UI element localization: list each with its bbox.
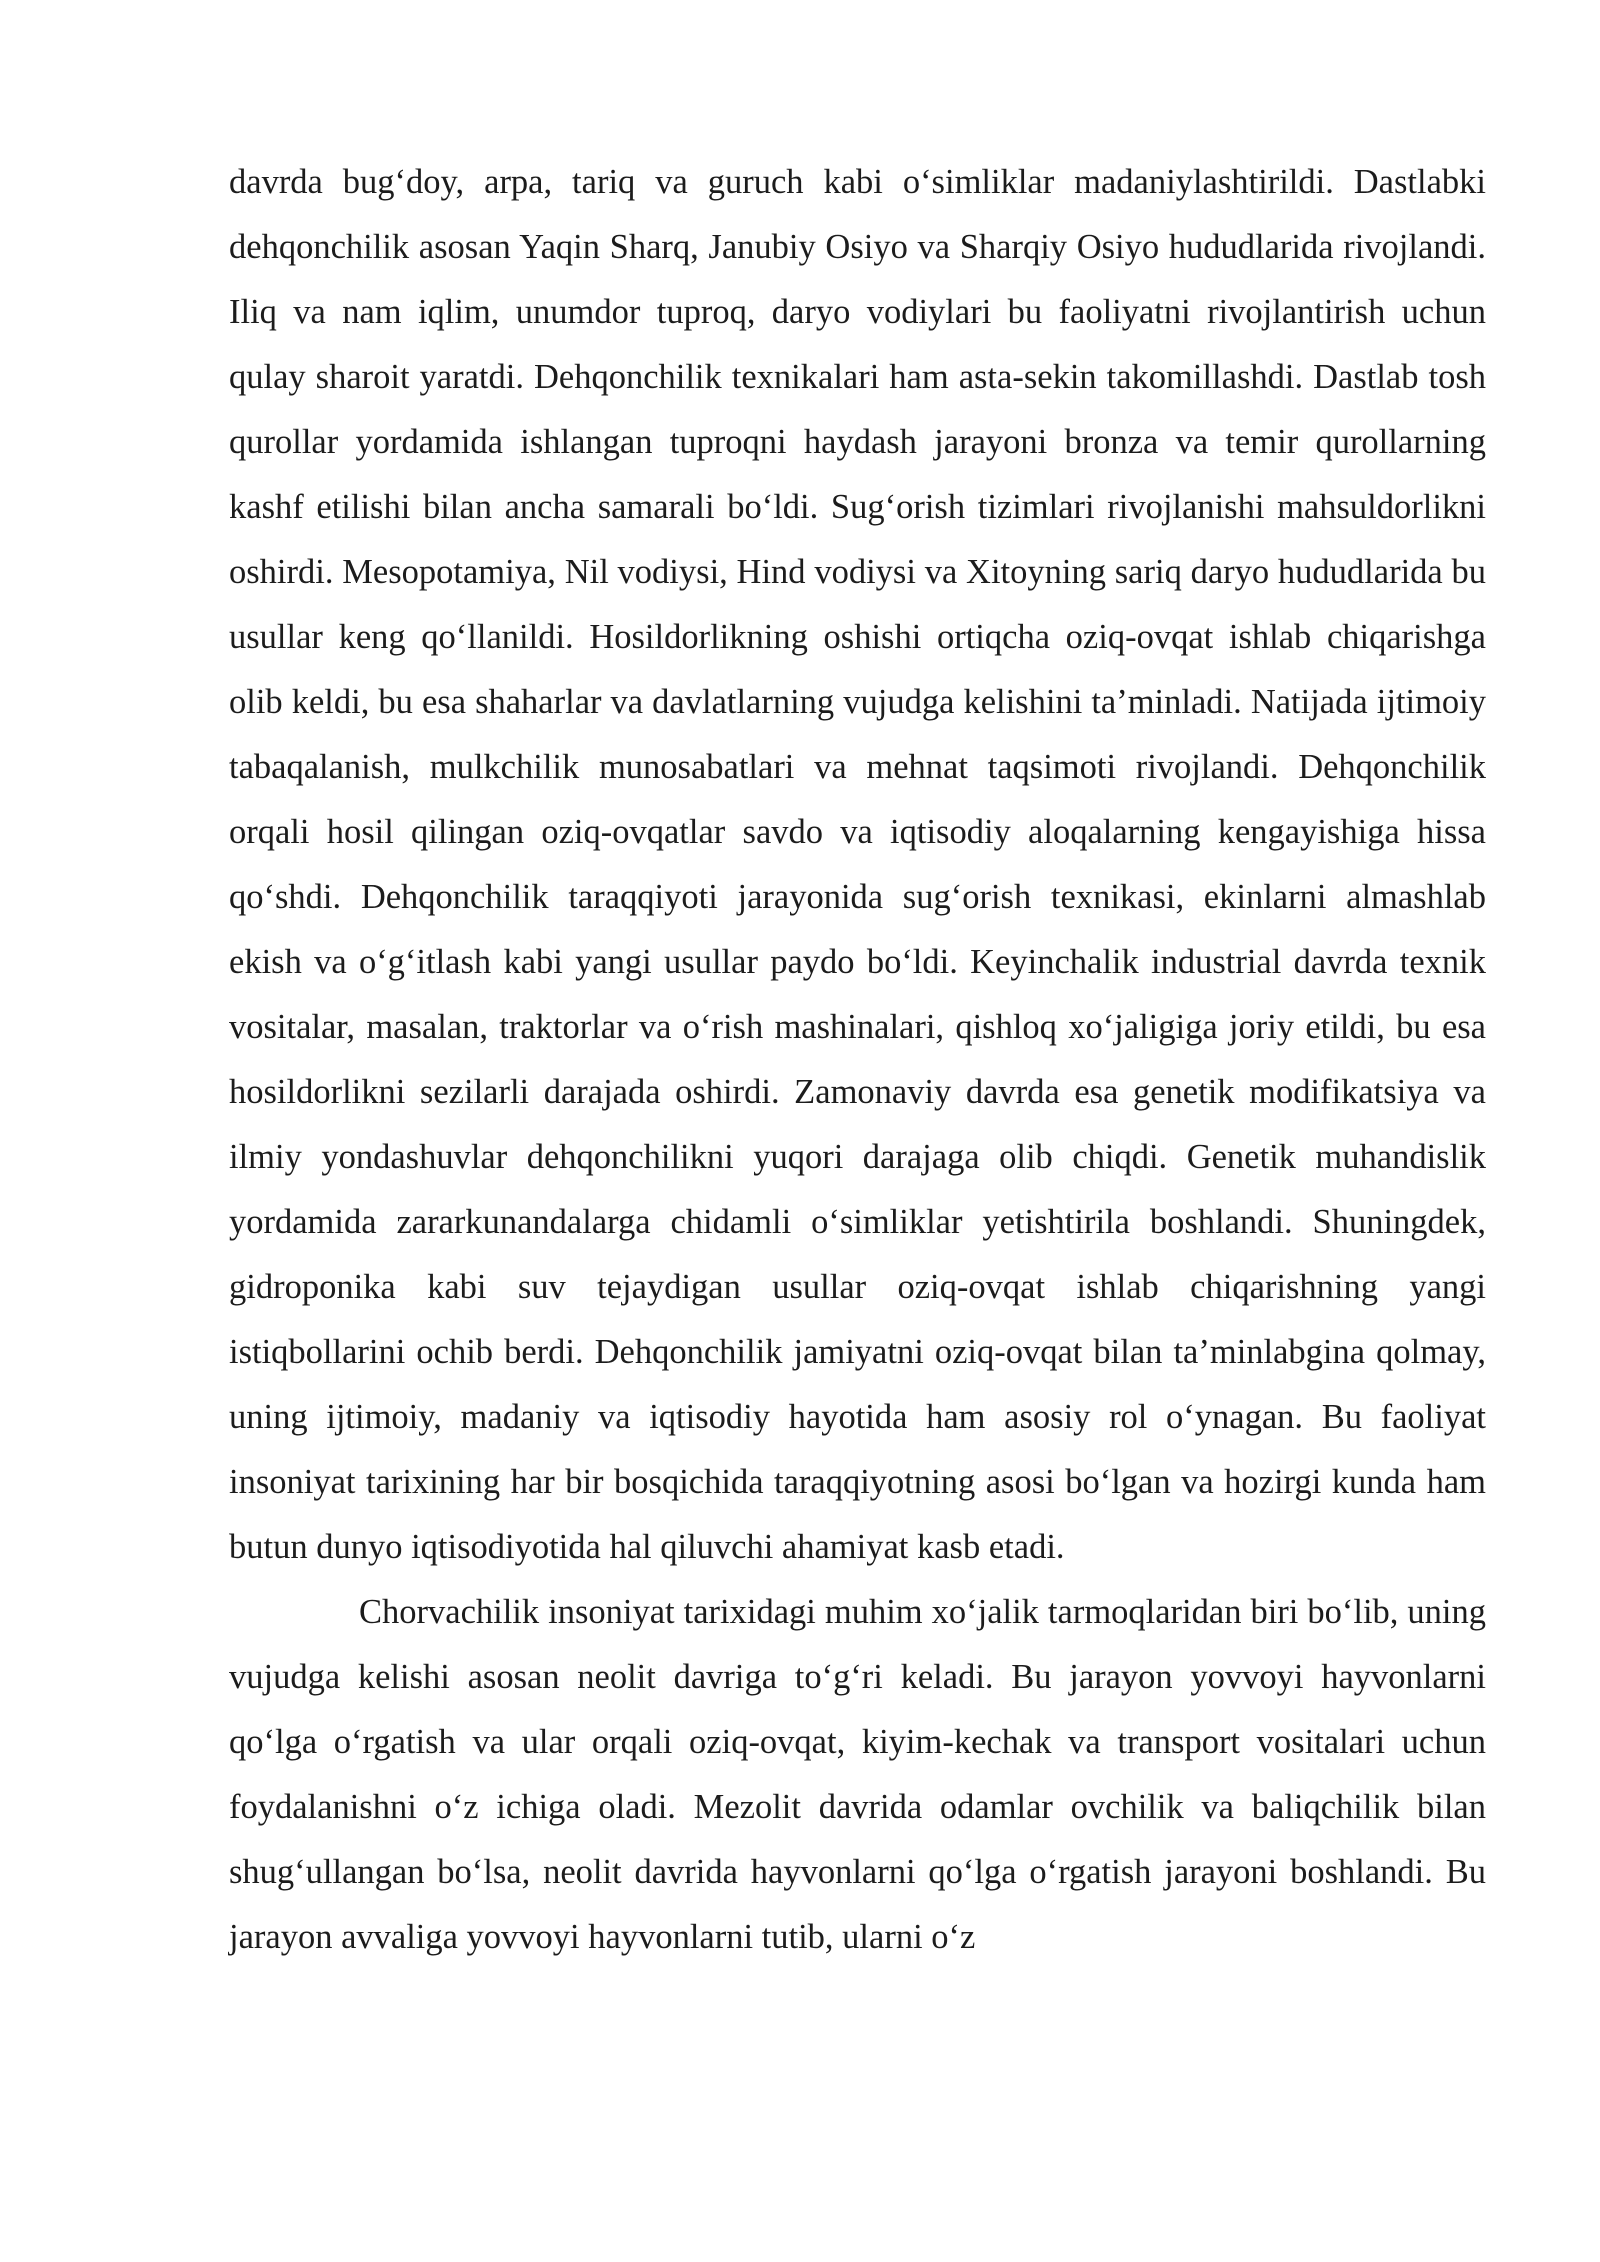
- paragraph-livestock: Chorvachilik insoniyat tarixidagi muhim xo‘jalik tarmoqlaridan biri bo‘lib, uning vujudga kelishi asosan neolit davriga to‘g‘ri keladi. Bu jarayon yovvoyi hayvonlarni qo‘lga o‘rgatish va ular orqali oziq-ovqat, kiyim-kechak va transport vositalari uchun foydalanishni o‘z ichiga oladi. Mezolit davrida odamlar ovchilik va baliqchilik bilan shug‘ullangan bo‘lsa, neolit davrida hayvonlarni qo‘lga o‘rgatish jarayoni boshlandi. Bu jarayon avvaliga yovvoyi hayvonlarni tutib, ularni o‘z: [229, 1593, 1486, 1956]
- document-body: [229, 150, 1486, 1970]
- paragraph-agriculture: davrda bug‘doy, arpa, tariq va guruch kabi o‘simliklar madaniylashtirildi. Dastlabki dehqonchilik asosan Yaqin Sharq, Janubiy Osiyo va Sharqiy Osiyo hududlarida rivojlandi. Iliq va nam iqlim, unumdor tuproq, daryo vodiylari bu faoliyatni rivojlantirish uchun qulay sharoit yaratdi. Dehqonchilik texnikalari ham asta-sekin takomillashdi. Dastlab tosh qurollar yordamida ishlangan tuproqni haydash jarayoni bronza va temir qurollarning kashf etilishi bilan ancha samarali bo‘ldi. Sug‘orish tizimlari rivojlanishi mahsuldorlikni oshirdi. Mesopotamiya, Nil vodiysi, Hind vodiysi va Xitoyning sariq daryo hududlarida bu usullar keng qo‘llanildi. Hosildorlikning oshishi ortiqcha oziq-ovqat ishlab chiqarishga olib keldi, bu esa shaharlar va davlatlarning vujudga kelishini ta’minladi. Natijada ijtimoiy tabaqalanish, mulkchilik munosabatlari va mehnat taqsimoti rivojlandi. Dehqonchilik orqali hosil qilingan oziq-ovqatlar savdo va iqtisodiy aloqalarning kengayishiga hissa qo‘shdi. Dehqonchilik taraqqiyoti jarayonida sug‘orish texnikasi, ekinlarni almashlab ekish va o‘g‘itlash kabi yangi usullar paydo bo‘ldi. Keyinchalik industrial davrda texnik vositalar, masalan, traktorlar va o‘rish mashinalari, qishloq xo‘jaligiga joriy etildi, bu esa hosildorlikni sezilarli darajada oshirdi. Zamonaviy davrda esa genetik modifikatsiya va ilmiy yondashuvlar dehqonchilikni yuqori darajaga olib chiqdi. Genetik muhandislik yordamida zararkunandalarga chidamli o‘simliklar yetishtirila boshlandi. Shuningdek, gidroponika kabi suv tejaydigan usullar oziq-ovqat ishlab chiqarishning yangi istiqbollarini ochib berdi. Dehqonchilik jamiyatni oziq-ovqat bilan ta’minlabgina qolmay, uning ijtimoiy, madaniy va iqtisodiy hayotida ham asosiy rol o‘ynagan. Bu faoliyat insoniyat tarixining har bir bosqichida taraqqiyotning asosi bo‘lgan va hozirgi kunda ham butun dunyo iqtisodiyotida hal qiluvchi ahamiyat kasb etadi.: [229, 163, 1486, 1566]
